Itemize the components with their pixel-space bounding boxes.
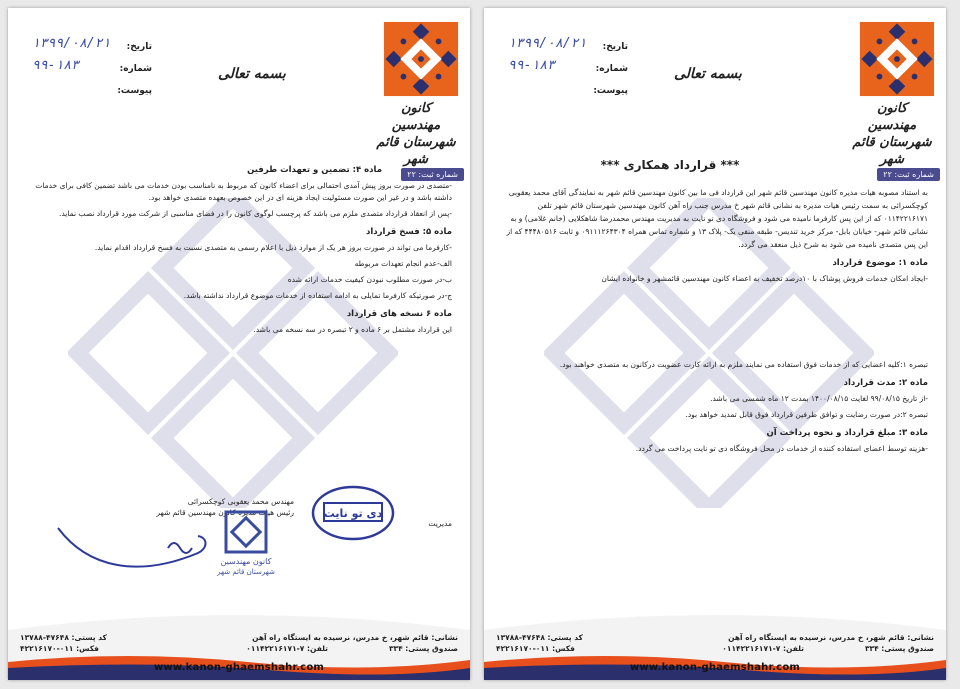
contract-intro: به استناد مصوبه هیات مدیره کانون مهندسین قائم شهر این قرارداد فی ما بین کانون مهندسین قائم شهر به نمایندگی آقای محمد یعقوبی کوچکسرائی به سمت رئیس هیات مدیره به نشانی قائم شهر خ مدرس جنب راه آهن کانون مهندسین شهرستان قائم شهر تلفن ۰۱۱۴۲۲۱۶۱۷۱ که از این پس کارفرما نامیده می شود و فروشگاه دی تو نایت به مدیریت مهندس محمدرضا شاهکلایی (خانم غلامی) و به نشانی قائم شهر- خیابان بابل- مرکز خرید تندیس- طبقه منفی یک- پلاک ۱۳ و شماره تماس همراه ۰۹۱۱۱۲۶۴۳۰۴ و ثابت ۴۴۴۸۰۵۱۶ که از این پس متصدی نامیده می شود به شرح ذیل منعقد می گردد. xyxy=(506,188,928,249)
kanon-logo xyxy=(382,20,460,98)
org-name-line2: شهرستان قائم شهر xyxy=(376,135,456,167)
footer-fax: فکس: ۰۱۱-۴۲۲۱۶۱۷۰ xyxy=(496,644,575,653)
stamp-org-line2: شهرستان قائم شهر xyxy=(217,568,275,576)
manager-label: مدیریت xyxy=(428,519,452,528)
note2-text: تبصره ۲:در صورت رضایت و توافق طرفین قرارداد فوق قابل تمدید خواهد بود. xyxy=(685,410,928,419)
section4-text: -متصدی در صورت بروز پیش آمدی احتمالی برای اعضاء کانون که مربوط به نامناسب بودن خدمات می باشد تضمین کافی برای خدمات داشته باشد و در غیر این صورت مسئولیت ایجاد هزینه ای در این خصوص بعهده متصدی خواهد بود. xyxy=(35,181,452,202)
org-name-line1: کانون مهندسین xyxy=(867,101,917,133)
footer-address: نشانی: قائم شهر، خ مدرس، نرسیده به ایستگاه راه آهن xyxy=(728,633,934,642)
note1-text: تبصره ۱:کلیه اعضایی که از خدمات فوق استفاده می نمایند ملزم به ارائه کارت عضویت درکانون به متصدی خواهند بود. xyxy=(559,360,928,369)
stamp-shop-text: دی تو نایت xyxy=(323,507,383,520)
footer-phone: تلفن: ۷-۰۱۱۴۲۲۱۶۱۷۱ xyxy=(246,644,328,653)
kanon-stamp-logo xyxy=(208,508,284,578)
section5-intro: -کارفرما می تواند در صورت بروز هر یک از موارد ذیل با اعلام رسمی به متصدی نسبت به فسخ قرارداد اقدام نماید. xyxy=(94,243,452,252)
letter-meta xyxy=(32,36,152,108)
org-name-line2: شهرستان قائم شهر xyxy=(852,135,932,167)
motto: بسمه تعالی xyxy=(674,66,742,82)
section5-title: ماده ۵: فسخ قرارداد xyxy=(366,227,452,237)
registration-badge: شماره ثبت: ۲۲ xyxy=(877,168,940,181)
org-name-line1: کانون مهندسین xyxy=(391,101,441,133)
footer-contact xyxy=(20,632,458,654)
contract-title: *** قرارداد همکاری *** xyxy=(600,158,740,172)
number-value: ۹۹-۱۸۳ xyxy=(508,58,555,73)
section3-text: -هزینه توسط اعضای استفاده کننده از خدمات در محل فروشگاه دی تو نایت پرداخت می گردد. xyxy=(635,444,928,453)
letter-meta xyxy=(508,36,628,108)
footer-pobox: صندوق پستی: ۳۳۴ xyxy=(388,644,458,653)
signer-name: مهندس محمد یعقوبی کوچکسرائی xyxy=(187,497,294,506)
section5-item-c: ج-در صورتیکه کارفرما تمایلی به ادامه استفاده از خدمات موضوع قرارداد نداشته باشد. xyxy=(183,291,452,300)
attachment-label: پیوست: xyxy=(117,86,152,96)
footer-phone: تلفن: ۷-۰۱۱۴۲۲۱۶۱۷۱ xyxy=(722,644,804,653)
website-link[interactable]: www.kanon-ghaemshahr.com xyxy=(153,662,325,673)
page-left-body xyxy=(26,158,452,340)
website-link[interactable]: www.kanon-ghaemshahr.com xyxy=(629,662,801,673)
attachment-label: پیوست: xyxy=(593,86,628,96)
section4-title: ماده ۴: تضمین و تعهدات طرفین xyxy=(247,165,382,175)
date-value: ۱۳۹۹/۰۸/۲۱ xyxy=(32,36,111,51)
motto: بسمه تعالی xyxy=(218,66,286,82)
section2-text: -از تاریخ ۹۹/۰۸/۱۵ لغایت ۱۴۰۰/۰۸/۱۵ بمدت ۱۲ ماه شمسی می باشد. xyxy=(710,394,928,403)
signer-title: رئیس هیات مدیره کانون مهندسین قائم شهر xyxy=(156,508,294,517)
footer-address: نشانی: قائم شهر، خ مدرس، نرسیده به ایستگاه راه آهن xyxy=(252,633,458,642)
number-label: شماره: xyxy=(119,64,152,74)
section3-title: ماده ۳: مبلغ قرارداد و نحوه پرداخت آن xyxy=(766,428,928,438)
date-label: تاریخ: xyxy=(126,42,152,52)
date-value: ۱۳۹۹/۰۸/۲۱ xyxy=(508,36,587,51)
section5-item-b: ب-در صورت مطلوب نبودن کیفیت خدمات ارائه شده xyxy=(287,275,452,284)
section4-text2: -پس از انعقاد قرارداد متصدی ملزم می باشد که پرچسب لوگوی کانون را در فضای مناسبی از شرکت مورد قرارداد نصب نماید. xyxy=(58,209,452,218)
number-label: شماره: xyxy=(595,64,628,74)
footer-postal: کد پستی: ۴۷۶۴۸-۱۳۷۸۸ xyxy=(496,633,583,642)
date-label: تاریخ: xyxy=(602,42,628,52)
contract-page-1 xyxy=(484,8,946,680)
signature-scribble xyxy=(48,508,218,578)
stamp-org-line1: کانون مهندسین xyxy=(220,557,272,566)
section6-title: ماده ۶ نسخه های قرارداد xyxy=(346,309,452,319)
kanon-logo xyxy=(858,20,936,98)
section1-title: ماده ۱: موضوع قرارداد xyxy=(832,258,928,268)
registration-badge: شماره ثبت: ۲۲ xyxy=(401,168,464,181)
section6-text: این قرارداد مشتمل بر ۶ ماده و ۲ تبصره در سه نسخه می باشد. xyxy=(253,325,452,334)
section1-text: -ایجاد امکان خدمات فروش پوشاک با ۱۰درصد تخفیف به اعضاء کانون مهندسین قائمشهر و خانواده ایشان xyxy=(601,274,928,283)
section2-title: ماده ۲: مدت قرارداد xyxy=(843,378,928,388)
footer-postal: کد پستی: ۴۷۶۴۸-۱۳۷۸۸ xyxy=(20,633,107,642)
shop-stamp xyxy=(308,478,398,548)
page-right-body xyxy=(502,186,928,459)
footer-pobox: صندوق پستی: ۳۳۴ xyxy=(864,644,934,653)
footer-fax: فکس: ۰۱۱-۴۲۲۱۶۱۷۰ xyxy=(20,644,99,653)
section5-item-a: الف-عدم انجام تعهدات مربوطه xyxy=(354,259,452,268)
footer-contact xyxy=(496,632,934,654)
org-name xyxy=(852,100,932,168)
contract-page-2 xyxy=(8,8,470,680)
number-value: ۹۹-۱۸۳ xyxy=(32,58,79,73)
